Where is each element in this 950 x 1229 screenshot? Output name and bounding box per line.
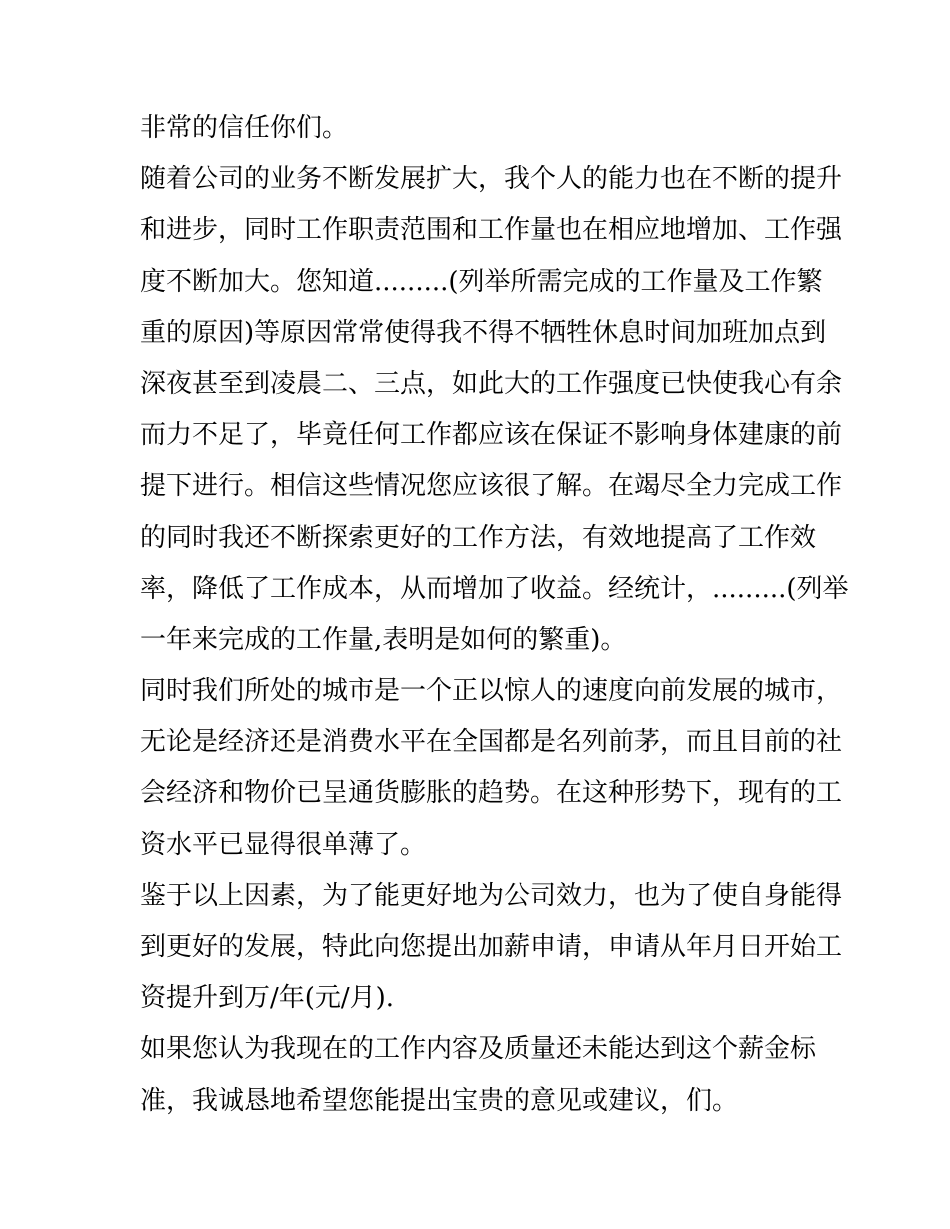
text-line: 一年来完成的工作量,表明是如何的繁重)。 [140,624,627,655]
text-line: 度不断加大。您知道.........(列举所需完成的工作量及工作繁 [140,266,823,297]
text-line: 和进步，同时工作职责范围和工作量也在相应地增加、工作强 [140,215,843,246]
text-line: 到更好的发展，特此向您提出加薪申请，申请从年月日开始工 [140,932,843,962]
text-line: 资水平已显得很单薄了。 [140,829,427,860]
text-line: 同时我们所处的城市是一个正以惊人的速度向前发展的城市， [140,676,843,707]
text-line: 深夜甚至到凌晨二、三点，如此大的工作强度已快使我心有余 [140,368,843,399]
text-line: 重的原因)等原因常常使得我不得不牺牲休息时间加班加点到 [140,317,827,348]
text-line: 率，降低了工作成本，从而增加了收益。经统计，.........(列举 [140,573,849,604]
text-line: 鉴于以上因素，为了能更好地为公司效力，也为了使自身能得 [140,880,843,911]
text-line: 的同时我还不断探索更好的工作方法，有效地提高了工作效 [140,522,817,553]
text-line: 资提升到万/年(元/月). [140,983,395,1014]
text-line: 提下进行。相信这些情况您应该很了解。在竭尽全力完成工作 [140,471,843,502]
document-body [140,103,849,1127]
text-line: 准，我诚恳地希望您能提出宝贵的意见或建议，们。 [140,1085,739,1116]
text-line: 而力不足了，毕竟任何工作都应该在保证不影响身体建康的前 [140,420,843,451]
text-line: 会经济和物价已呈通货膨胀的趋势。在这种形势下，现有的工 [140,778,843,809]
text-line: 无论是经济还是消费水平在全国都是名列前茅，而且目前的社 [140,727,843,758]
text-line: 随着公司的业务不断发展扩大，我个人的能力也在不断的提升 [140,164,843,195]
text-line: 非常的信任你们。 [140,113,349,143]
text-line: 如果您认为我现在的工作内容及质量还未能达到这个薪金标 [140,1034,817,1065]
